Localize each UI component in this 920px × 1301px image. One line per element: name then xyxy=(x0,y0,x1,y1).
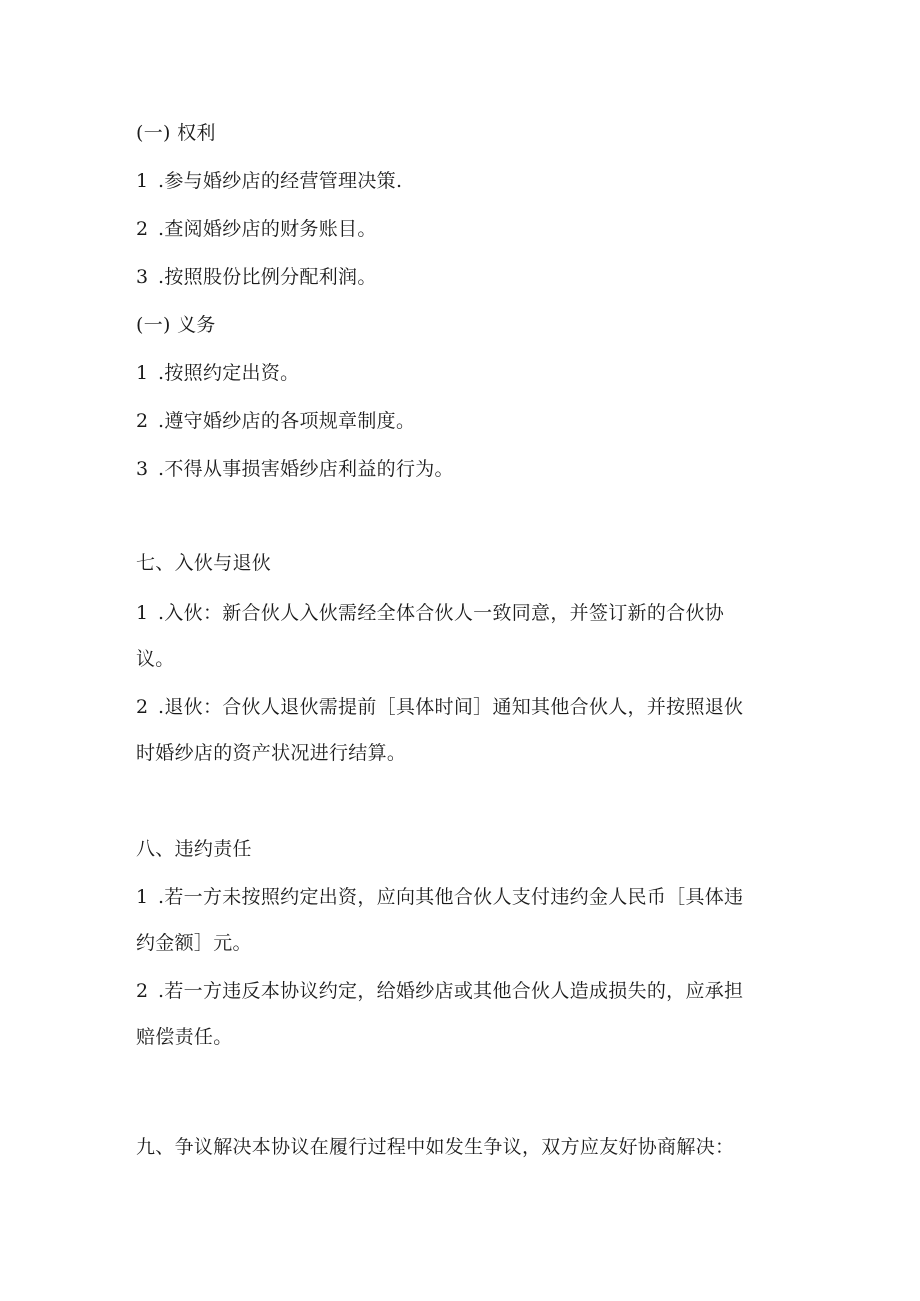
rights-item-3 xyxy=(136,264,377,290)
item-text: .按照股份比例分配利润。 xyxy=(158,266,377,288)
item-number: 1 xyxy=(136,886,149,908)
rights-item-1 xyxy=(136,168,402,194)
item-number: 2 xyxy=(136,980,149,1002)
duties-item-2 xyxy=(136,408,415,434)
item-number: 2 xyxy=(136,696,149,718)
section7-item-2-line-2: 时婚纱店的资产状况进行结算。 xyxy=(136,742,407,764)
rights-heading: (一) 权利 xyxy=(136,122,216,144)
duties-item-3 xyxy=(136,456,454,482)
item-text: .退伙：合伙人退伙需提前［具体时间］通知其他合伙人，并按照退伙 xyxy=(158,696,744,718)
item-text: .入伙：新合伙人入伙需经全体合伙人一致同意，并签订新的合伙协 xyxy=(158,602,725,624)
section7-item-2-line-1 xyxy=(136,694,743,720)
item-number: 3 xyxy=(136,266,149,288)
item-text: .遵守婚纱店的各项规章制度。 xyxy=(158,410,416,432)
section9-line-1: 九、争议解决本协议在履行过程中如发生争议，双方应友好协商解决： xyxy=(136,1136,735,1158)
item-text: .若一方未按照约定出资，应向其他合伙人支付违约金人民币［具体违 xyxy=(158,886,744,908)
section7-item-1-line-1 xyxy=(136,600,724,626)
item-text: .查阅婚纱店的财务账目。 xyxy=(158,218,377,240)
item-number: 3 xyxy=(136,458,149,480)
section8-item-1-line-2: 约金额］元。 xyxy=(136,932,252,954)
item-text: .若一方违反本协议约定，给婚纱店或其他合伙人造成损失的，应承担 xyxy=(158,980,744,1002)
duties-heading: (一) 义务 xyxy=(136,314,216,336)
section8-heading: 八、违约责任 xyxy=(136,838,252,860)
item-text: .按照约定出资。 xyxy=(158,362,300,384)
rights-item-2 xyxy=(136,216,377,242)
item-text: .不得从事损害婚纱店利益的行为。 xyxy=(158,458,454,480)
section7-heading: 七、入伙与退伙 xyxy=(136,552,272,574)
item-number: 2 xyxy=(136,218,149,240)
section8-item-2-line-2: 赔偿责任。 xyxy=(136,1026,233,1048)
item-number: 1 xyxy=(136,170,149,192)
section8-item-1-line-1 xyxy=(136,884,743,910)
section8-item-2-line-1 xyxy=(136,978,743,1004)
duties-item-1 xyxy=(136,360,299,386)
item-number: 1 xyxy=(136,602,149,624)
item-number: 1 xyxy=(136,362,149,384)
section7-item-1-line-2: 议。 xyxy=(136,648,175,670)
item-text: .参与婚纱店的经营管理决策. xyxy=(158,170,403,192)
item-number: 2 xyxy=(136,410,149,432)
